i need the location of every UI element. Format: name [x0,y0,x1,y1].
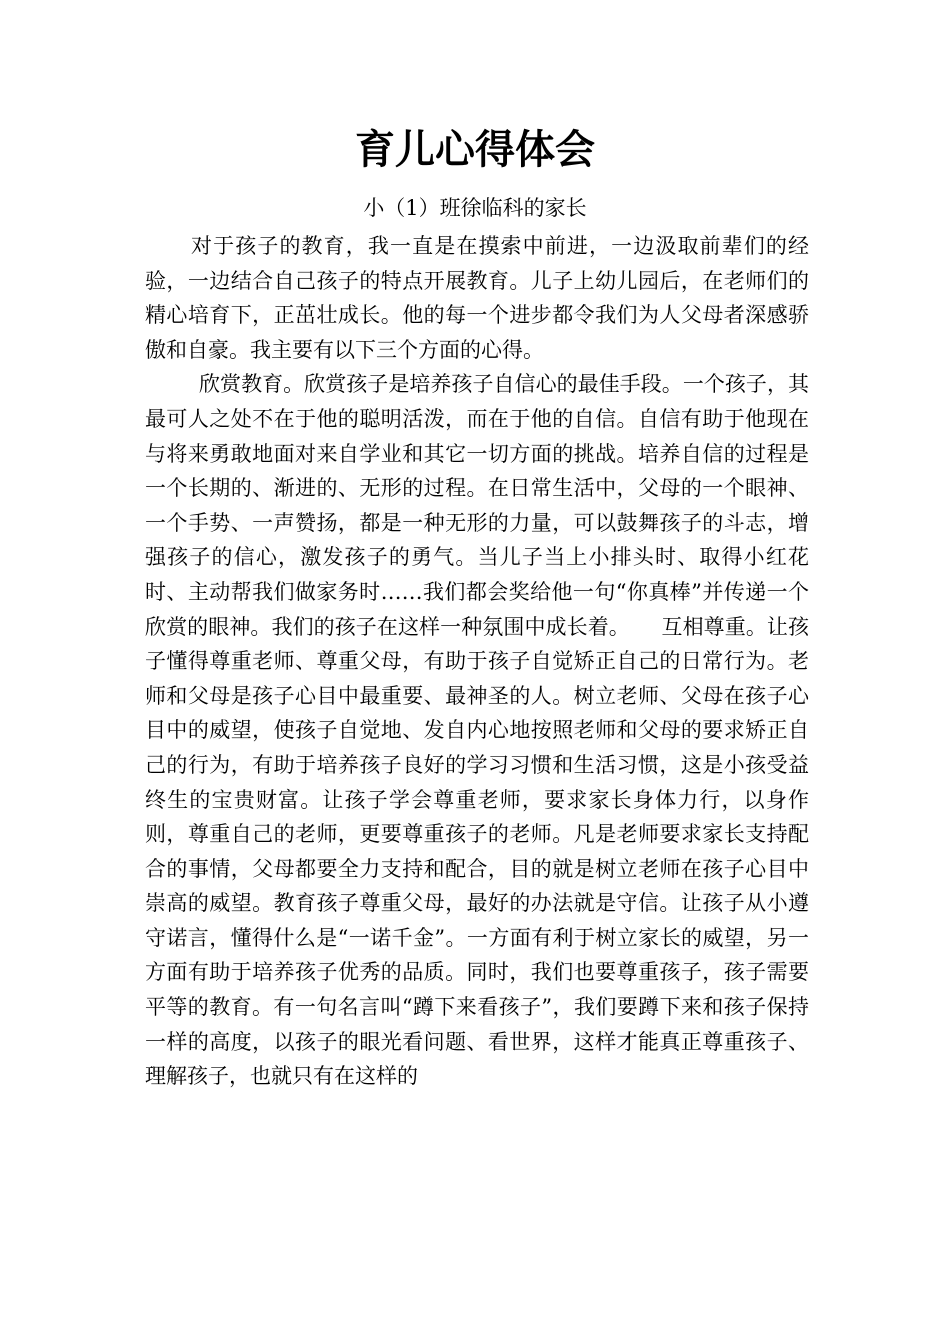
paragraph-intro: 对于孩子的教育，我一直是在摸索中前进，一边汲取前辈们的经验，一边结合自己孩子的特点开展教育。儿子上幼儿园后，在老师们的精心培育下，正茁壮成长。他的每一个进步都令我们为人父母者深感骄傲和自豪。我主要有以下三个方面的心得。 [145,234,809,362]
document-body [145,229,809,1094]
document-subtitle: 小（1）班徐临科的家长 [363,196,587,220]
document-title: 育儿心得体会 [355,127,595,173]
paragraph-appreciation: 欣赏教育。欣赏孩子是培养孩子自信心的最佳手段。一个孩子，其最可人之处不在于他的聪明活泼，而在于他的自信。自信有助于他现在与将来勇敢地面对来自学业和其它一切方面的挑战。培养自信的过程是一个长期的、渐进的、无形的过程。在日常生活中，父母的一个眼神、一个手势、一声赞扬，都是一种无形的力量，可以鼓舞孩子的斗志，增强孩子的信心，激发孩子的勇气。当儿子当上小排头时、取得小红花时、主动帮我们做家务时……我们都会奖给他一句“你真棒”并传递一个欣赏的眼神。我们的孩子在这样一种氛围中成长着。 互相尊重。让孩子懂得尊重老师、尊重父母，有助于孩子自觉矫正自己的日常行为。老师和父母是孩子心目中最重要、最神圣的人。树立老师、父母在孩子心目中的威望，使孩子自觉地、发自内心地按照老师和父母的要求矫正自己的行为，有助于培养孩子良好的学习习惯和生活习惯，这是小孩受益终生的宝贵财富。让孩子学会尊重老师，要求家长身体力行，以身作则，尊重自己的老师，更要尊重孩子的老师。凡是老师要求家长支持配合的事情，父母都要全力支持和配合，目的就是树立老师在孩子心目中崇高的威望。教育孩子尊重父母，最好的办法就是守信。让孩子从小遵守诺言，懂得什么是“一诺千金”。一方面有利于树立家长的威望，另一方面有助于培养孩子优秀的品质。同时，我们也要尊重孩子，孩子需要平等的教育。有一句名言叫“蹲下来看孩子”，我们要蹲下来和孩子保持一样的高度，以孩子的眼光看问题、看世界，这样才能真正尊重孩子、理解孩子，也就只有在这样的 [145,372,809,1089]
